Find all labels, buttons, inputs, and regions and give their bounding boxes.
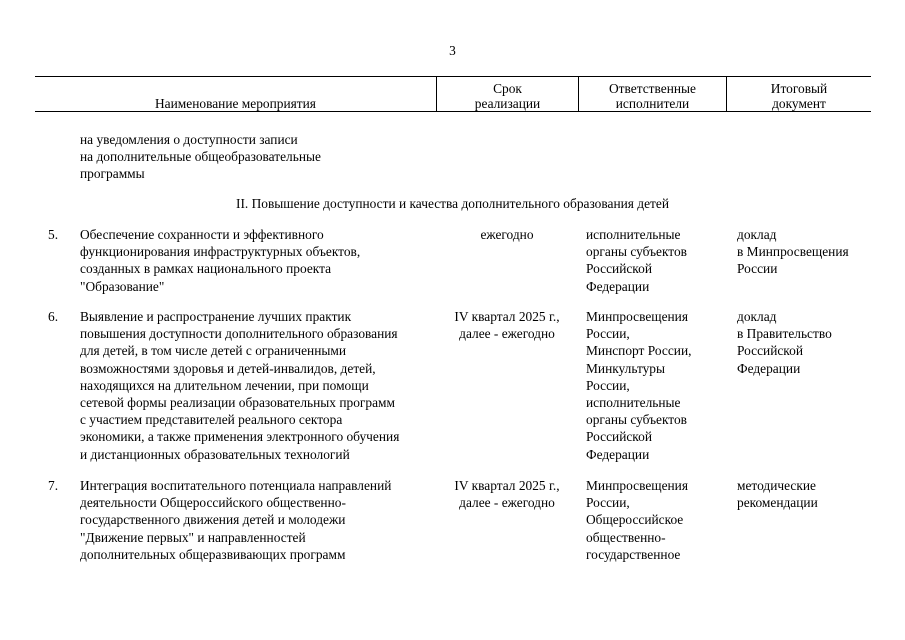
row-doc-line: рекомендации: [737, 495, 818, 511]
row-name-line: "Движение первых" и направленностей: [80, 529, 306, 545]
row-resp-line: России,: [586, 377, 630, 393]
row-resp-line: общественно-: [586, 529, 666, 545]
row-term: [436, 226, 578, 243]
row-name-line: экономики, а также применения электронного обучения: [80, 429, 400, 445]
row-name-line: Выявление и распространение лучших практик: [80, 309, 352, 324]
row-term-line: IV квартал 2025 г.,: [454, 309, 560, 324]
header-term-label: [437, 81, 578, 111]
header-resp-line-1: Ответственные: [609, 81, 696, 96]
row-term-line: далее - ежегодно: [459, 495, 555, 511]
row-name-line: сетевой формы реализации образовательных программ: [80, 395, 395, 411]
table-header: [35, 76, 871, 112]
header-doc-cell: [726, 77, 871, 111]
row-doc-line: в Минпросвещения: [737, 244, 849, 260]
row-doc-line: России: [737, 261, 778, 277]
header-doc-line-2: документ: [772, 96, 826, 111]
row-doc-line: методические: [737, 478, 816, 493]
row-name: [80, 308, 399, 463]
header-resp-label: [579, 81, 726, 111]
row-number: 5.: [48, 227, 59, 242]
row-name-line: "Образование": [80, 278, 165, 294]
row-doc-line: Российской: [737, 343, 803, 359]
section-title: II. Повышение доступности и качества дополнительного образования детей: [235, 196, 670, 211]
header-resp-line-2: исполнители: [615, 96, 690, 111]
header-resp-cell: [578, 77, 726, 111]
row-resp-line: Минпросвещения: [586, 309, 689, 324]
row-name-line: повышения доступности дополнительного образования: [80, 326, 398, 342]
row-name-line: деятельности Общероссийского общественно-: [80, 495, 346, 511]
row-resp-line: Российской: [586, 429, 652, 445]
row-number: 6.: [48, 309, 59, 324]
row-name-line: возможностями здоровья и детей-инвалидов, детей,: [80, 360, 376, 376]
row-resp-line: Минпросвещения: [586, 478, 689, 493]
row-resp-line: государственное: [586, 546, 681, 562]
row-resp-line: Российской: [586, 261, 652, 277]
header-doc-label: [727, 81, 871, 111]
row-name-line: Интеграция воспитательного потенциала направлений: [80, 478, 392, 493]
row-name: [80, 226, 360, 295]
row-document: [737, 308, 832, 377]
row-term-line: IV квартал 2025 г.,: [454, 478, 560, 493]
header-term-line-1: Срок: [493, 81, 522, 96]
continuation-line: программы: [80, 166, 145, 182]
continuation-line: на дополнительные общеобразовательные: [80, 149, 321, 165]
row-name-line: и дистанционных образовательных технологий: [80, 446, 350, 462]
row-term-line: ежегодно: [480, 227, 534, 242]
row-name-line: находящихся на длительном лечении, при помощи: [80, 377, 369, 393]
row-resp-line: России,: [586, 326, 630, 342]
row-resp-line: органы субъектов: [586, 244, 687, 260]
row-resp-line: исполнительные: [586, 395, 681, 411]
row-doc-line: доклад: [737, 227, 777, 242]
header-doc-line-1: Итоговый: [770, 81, 828, 96]
row-resp-line: Минспорт России,: [586, 343, 692, 359]
row-name-line: дополнительных общеразвивающих программ: [80, 546, 346, 562]
row-responsible: [586, 308, 691, 463]
page-number: 3: [449, 43, 456, 58]
row-resp-line: исполнительные: [586, 227, 681, 242]
continuation-text: [80, 131, 321, 183]
row-term-line: далее - ежегодно: [459, 326, 555, 342]
row-name-line: с участием представителей реального сектора: [80, 412, 343, 428]
header-name-cell: [35, 77, 436, 111]
continuation-line: на уведомления о доступности записи: [80, 132, 298, 147]
row-document: [737, 477, 818, 511]
row-resp-line: Общероссийское: [586, 512, 684, 528]
row-name: [80, 477, 391, 563]
row-doc-line: Федерации: [737, 360, 801, 376]
row-responsible: [586, 226, 687, 295]
row-name-line: функционирования инфраструктурных объектов,: [80, 244, 361, 260]
row-doc-line: доклад: [737, 309, 777, 324]
header-term-line-2: реализации: [474, 96, 541, 111]
row-name-line: государственного движения детей и молодежи: [80, 512, 346, 528]
header-term-cell: [436, 77, 578, 111]
row-doc-line: в Правительство: [737, 326, 832, 342]
row-number: 7.: [48, 478, 59, 493]
row-term: [436, 308, 578, 342]
row-resp-line: Минкультуры: [586, 360, 666, 376]
row-resp-line: Федерации: [586, 278, 650, 294]
row-resp-line: России,: [586, 495, 630, 511]
row-name-line: созданных в рамках национального проекта: [80, 261, 332, 277]
row-resp-line: Федерации: [586, 446, 650, 462]
row-term: [436, 477, 578, 511]
row-name-line: Обеспечение сохранности и эффективного: [80, 227, 324, 242]
row-document: [737, 226, 849, 278]
row-name-line: для детей, в том числе детей с ограниченными: [80, 343, 347, 359]
row-responsible: [586, 477, 688, 563]
row-resp-line: органы субъектов: [586, 412, 687, 428]
header-name-label: Наименование мероприятия: [155, 96, 316, 111]
